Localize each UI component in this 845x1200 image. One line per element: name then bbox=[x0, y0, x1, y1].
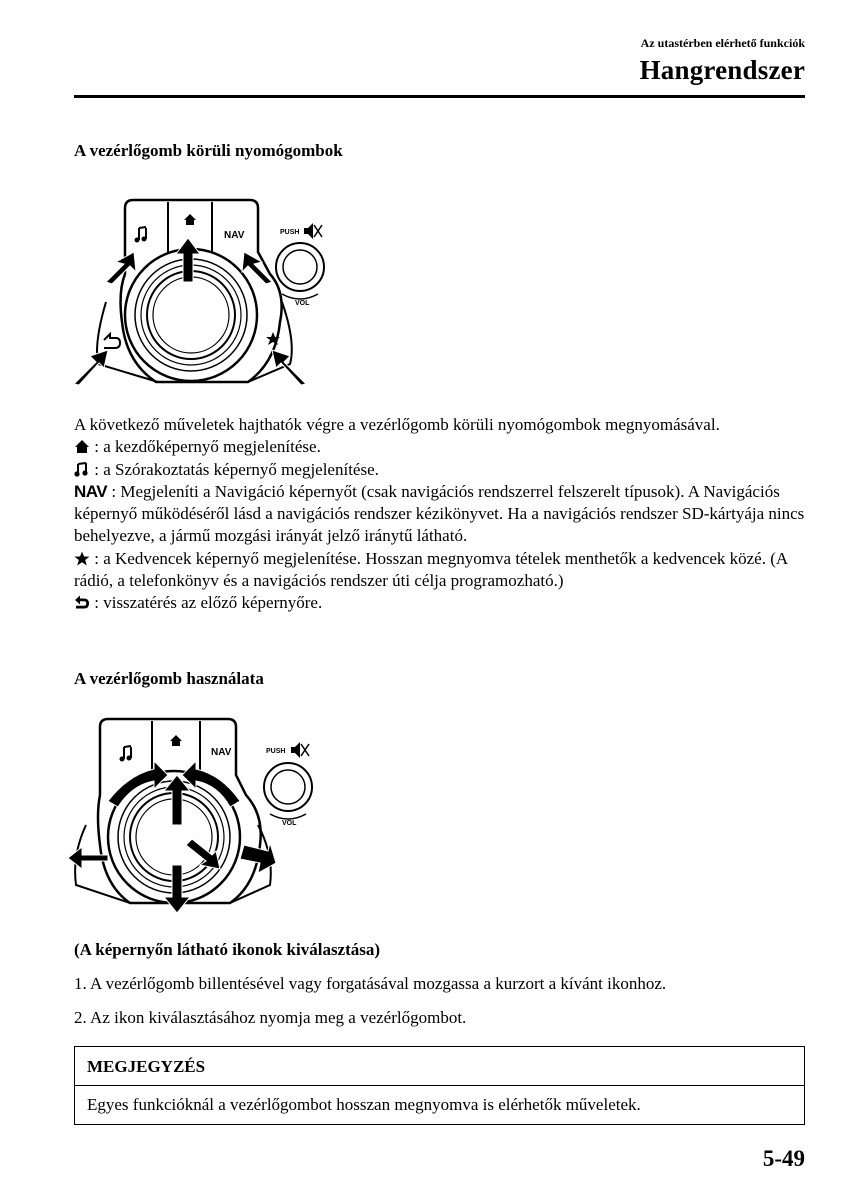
back-arrow-icon bbox=[74, 595, 90, 610]
description-music-line bbox=[74, 459, 809, 481]
step-1: 1. A vezérlőgomb billentésével vagy forgatásával mozgassa a kurzort a kívánt ikonhoz. bbox=[74, 974, 667, 993]
description-back-line bbox=[74, 592, 809, 614]
vol-label: VOL bbox=[295, 300, 310, 307]
nav-icon: NAV bbox=[74, 481, 108, 501]
nav-button-label: NAV bbox=[224, 230, 245, 241]
header-section-label: Az utastérben elérhető funkciók bbox=[640, 36, 805, 50]
page-number: 5-49 bbox=[762, 1146, 805, 1171]
description-intro: A következő műveletek hajthatók végre a vezérlőgomb körüli nyomógombok megnyomásával. bbox=[74, 415, 720, 434]
home-icon bbox=[74, 439, 90, 454]
note-text: Egyes funkcióknál a vezérlőgombot hosszan megnyomva is elérhetők műveletek. bbox=[87, 1095, 641, 1114]
description-back: : visszatérés az előző képernyőre. bbox=[90, 593, 323, 613]
description-block bbox=[74, 414, 809, 615]
section-title-usage: A vezérlőgomb használata bbox=[74, 669, 264, 688]
vol-label-2: VOL bbox=[282, 820, 297, 827]
note-heading: MEGJEGYZÉS bbox=[75, 1047, 804, 1086]
section-title-buttons: A vezérlőgomb körüli nyomógombok bbox=[74, 141, 343, 160]
push-label-2: PUSH bbox=[266, 748, 286, 755]
description-nav-line bbox=[74, 481, 809, 548]
description-music: : a Szórakoztatás képernyő megjelenítése. bbox=[90, 459, 379, 479]
description-home: : a kezdőképernyő megjelenítése. bbox=[90, 437, 321, 457]
usage-subtitle: (A képernyőn látható ikonok kiválasztása) bbox=[74, 940, 381, 959]
header-divider bbox=[74, 95, 805, 98]
push-label: PUSH bbox=[280, 229, 300, 236]
favorite-star-icon bbox=[74, 551, 90, 566]
commander-usage-figure bbox=[68, 715, 338, 925]
page-title: Hangrendszer bbox=[639, 55, 805, 85]
note-box bbox=[74, 1046, 805, 1125]
description-favorite: : a Kedvencek képernyő megjelenítése. Hosszan megnyomva tételek menthetők a kedvencek közé. (A rádió, a telefonkönyv és a navigációs rendszer úti célja programozható.) bbox=[74, 548, 788, 591]
music-note-icon bbox=[74, 462, 90, 477]
description-home-line bbox=[74, 436, 809, 458]
commander-buttons-figure bbox=[68, 192, 338, 402]
step-2: 2. Az ikon kiválasztásához nyomja meg a vezérlőgombot. bbox=[74, 1008, 467, 1027]
description-nav: : Megjeleníti a Navigáció képernyőt (csak navigációs rendszerrel felszerelt típusok). A Navigációs képernyő működéséről lásd a navigációs rendszer kézikönyvet. Ha a navigációs rendszer SD-kártyája nincs behelyezve, a jármű mozgási irányát jelző iránytű látható. bbox=[74, 481, 805, 546]
description-favorite-line bbox=[74, 548, 809, 593]
nav-button-label-2: NAV bbox=[211, 747, 232, 758]
